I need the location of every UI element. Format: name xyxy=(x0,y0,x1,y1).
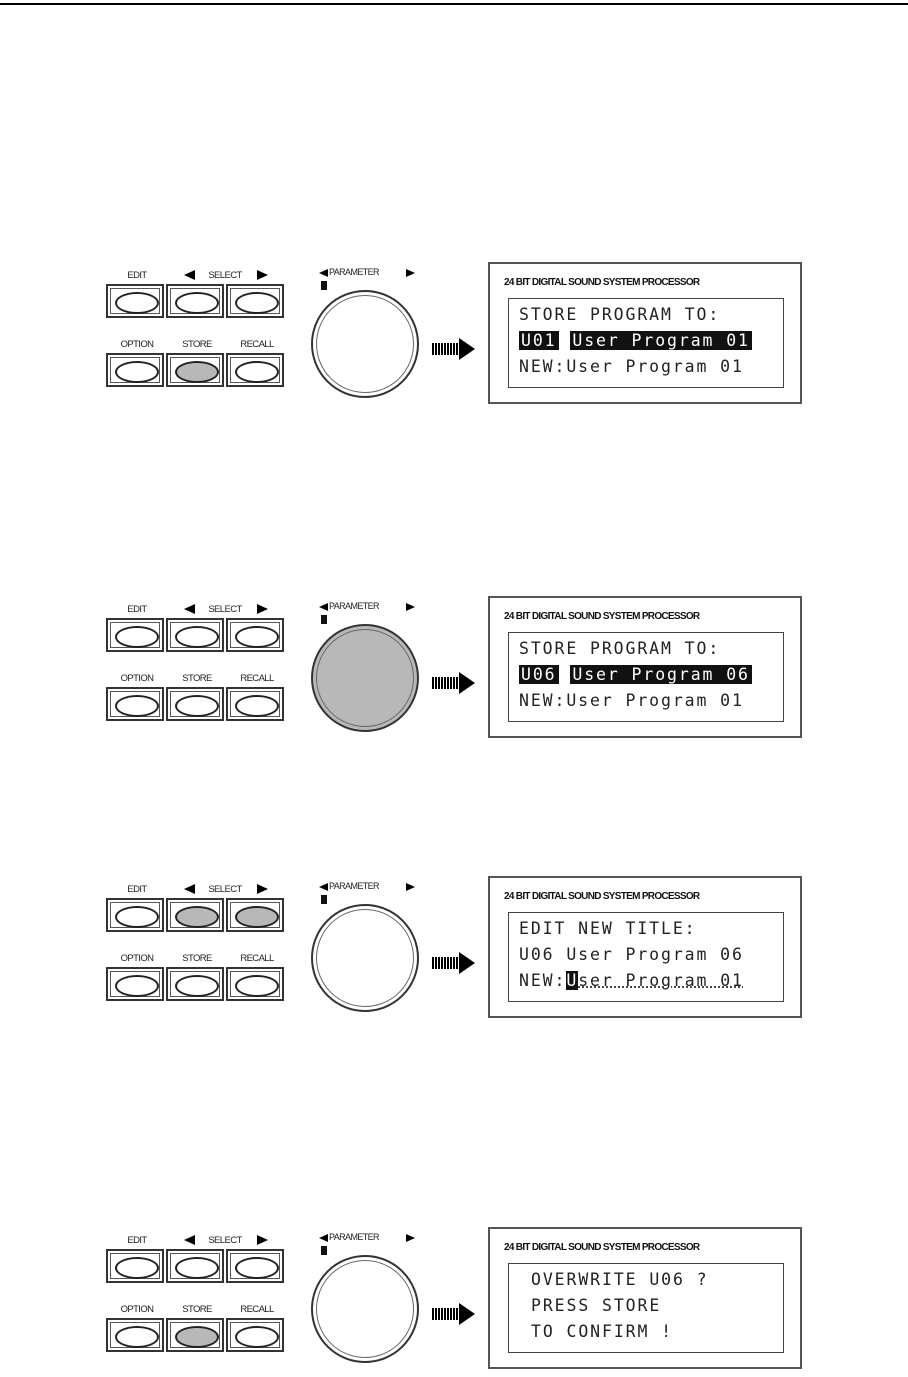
parameter-knob-area xyxy=(305,876,425,1026)
select-label-group xyxy=(182,266,278,284)
store-label: STORE xyxy=(182,953,212,964)
right-arrow-icon xyxy=(432,338,476,360)
select-left-arrow-icon xyxy=(184,884,195,894)
step-1 xyxy=(0,262,908,412)
lcd-header: 24 BIT DIGITAL SOUND SYSTEM PROCESSOR xyxy=(504,277,700,288)
lcd-line-2: PRESS STORE xyxy=(531,1296,662,1315)
recall-label: RECALL xyxy=(240,673,274,684)
select-left-arrow-icon xyxy=(184,1235,195,1245)
lcd-line-1: EDIT NEW TITLE: xyxy=(519,919,697,938)
option-button[interactable] xyxy=(106,687,164,721)
lcd-header: 24 BIT DIGITAL SOUND SYSTEM PROCESSOR xyxy=(504,1242,700,1253)
new-prefix: NEW: xyxy=(519,971,567,990)
select-left-button[interactable] xyxy=(166,1249,224,1283)
parameter-knob[interactable] xyxy=(311,904,419,1012)
lcd-line-1: OVERWRITE U06 ? xyxy=(531,1270,709,1289)
store-button[interactable] xyxy=(166,1318,224,1352)
parameter-right-arrow-icon xyxy=(406,603,415,611)
lcd-line-2 xyxy=(519,665,752,685)
store-button[interactable] xyxy=(166,687,224,721)
step-3 xyxy=(0,876,908,1026)
edit-label: EDIT xyxy=(127,604,147,615)
lcd-display xyxy=(488,596,802,738)
store-button[interactable] xyxy=(166,353,224,387)
parameter-knob[interactable] xyxy=(311,1255,419,1363)
lcd-screen xyxy=(508,298,784,388)
program-number: U01 xyxy=(521,331,557,350)
right-arrow-icon xyxy=(432,672,476,694)
lcd-screen xyxy=(508,912,784,1002)
right-arrow-icon xyxy=(432,1303,476,1325)
button-panel xyxy=(106,262,288,402)
select-label: SELECT xyxy=(208,884,242,895)
parameter-label-group xyxy=(319,1231,419,1245)
program-name: User Program 06 xyxy=(572,665,750,684)
top-rule xyxy=(0,3,908,5)
recall-button[interactable] xyxy=(226,353,284,387)
option-button[interactable] xyxy=(106,1318,164,1352)
edit-button[interactable] xyxy=(106,618,164,652)
select-left-button[interactable] xyxy=(166,618,224,652)
parameter-knob-area xyxy=(305,262,425,412)
parameter-right-arrow-icon xyxy=(406,269,415,277)
lcd-line-3: NEW:User Program 01 xyxy=(519,691,744,710)
option-label: OPTION xyxy=(120,673,154,684)
parameter-label: PARAMETER xyxy=(329,1232,379,1242)
option-label: OPTION xyxy=(120,1304,154,1315)
step-2 xyxy=(0,596,908,746)
parameter-knob-area xyxy=(305,596,425,746)
lcd-line-3: NEW:User Program 01 xyxy=(519,357,744,376)
select-label: SELECT xyxy=(208,604,242,615)
lcd-line-1: STORE PROGRAM TO: xyxy=(519,639,721,658)
recall-button[interactable] xyxy=(226,967,284,1001)
select-right-button[interactable] xyxy=(226,898,284,932)
lcd-display xyxy=(488,262,802,404)
lcd-display xyxy=(488,1227,802,1369)
store-label: STORE xyxy=(182,1304,212,1315)
lcd-line-2 xyxy=(519,331,752,351)
right-arrow-icon xyxy=(432,952,476,974)
option-label: OPTION xyxy=(120,339,154,350)
recall-label: RECALL xyxy=(240,339,274,350)
parameter-label: PARAMETER xyxy=(329,267,379,277)
parameter-left-arrow-icon xyxy=(319,883,328,891)
lcd-display xyxy=(488,876,802,1018)
parameter-label-group xyxy=(319,600,419,614)
edit-label: EDIT xyxy=(127,884,147,895)
option-button[interactable] xyxy=(106,967,164,1001)
edit-label: EDIT xyxy=(127,270,147,281)
parameter-icon xyxy=(321,281,327,290)
select-right-button[interactable] xyxy=(226,284,284,318)
select-label: SELECT xyxy=(208,1235,242,1246)
edit-label: EDIT xyxy=(127,1235,147,1246)
parameter-right-arrow-icon xyxy=(406,1234,415,1242)
parameter-icon xyxy=(321,1246,327,1255)
store-button[interactable] xyxy=(166,967,224,1001)
edit-button[interactable] xyxy=(106,898,164,932)
lcd-screen xyxy=(508,1263,784,1353)
select-left-button[interactable] xyxy=(166,898,224,932)
parameter-knob-area xyxy=(305,1227,425,1377)
parameter-label: PARAMETER xyxy=(329,881,379,891)
lcd-line-3: TO CONFIRM ! xyxy=(531,1322,674,1341)
select-left-arrow-icon xyxy=(184,270,195,280)
parameter-icon xyxy=(321,615,327,624)
lcd-screen xyxy=(508,632,784,722)
edit-cursor: U xyxy=(566,971,579,990)
select-right-button[interactable] xyxy=(226,618,284,652)
step-4 xyxy=(0,1227,908,1377)
edit-button[interactable] xyxy=(106,1249,164,1283)
recall-button[interactable] xyxy=(226,1318,284,1352)
parameter-left-arrow-icon xyxy=(319,603,328,611)
select-right-arrow-icon xyxy=(257,604,268,614)
lcd-line-1: STORE PROGRAM TO: xyxy=(519,305,721,324)
parameter-label-group xyxy=(319,266,419,280)
recall-label: RECALL xyxy=(240,1304,274,1315)
lcd-header: 24 BIT DIGITAL SOUND SYSTEM PROCESSOR xyxy=(504,611,700,622)
parameter-left-arrow-icon xyxy=(319,269,328,277)
button-panel xyxy=(106,876,288,1016)
option-button[interactable] xyxy=(106,353,164,387)
lcd-line-2: U06 User Program 06 xyxy=(519,945,744,964)
option-label: OPTION xyxy=(120,953,154,964)
parameter-icon xyxy=(321,895,327,904)
select-left-arrow-icon xyxy=(184,604,195,614)
parameter-label-group xyxy=(319,880,419,894)
select-label: SELECT xyxy=(208,270,242,281)
program-name: User Program 01 xyxy=(572,331,750,350)
store-label: STORE xyxy=(182,339,212,350)
select-label-group xyxy=(182,880,278,898)
select-right-arrow-icon xyxy=(257,270,268,280)
select-right-arrow-icon xyxy=(257,1235,268,1245)
lcd-header: 24 BIT DIGITAL SOUND SYSTEM PROCESSOR xyxy=(504,891,700,902)
parameter-knob[interactable] xyxy=(311,624,419,732)
select-right-arrow-icon xyxy=(257,884,268,894)
store-label: STORE xyxy=(182,673,212,684)
parameter-knob[interactable] xyxy=(311,290,419,398)
button-panel xyxy=(106,1227,288,1367)
parameter-label: PARAMETER xyxy=(329,601,379,611)
select-label-group xyxy=(182,1231,278,1249)
new-title-text: ser Program 01 xyxy=(578,971,744,990)
recall-button[interactable] xyxy=(226,687,284,721)
button-panel xyxy=(106,596,288,736)
select-left-button[interactable] xyxy=(166,284,224,318)
select-right-button[interactable] xyxy=(226,1249,284,1283)
parameter-left-arrow-icon xyxy=(319,1234,328,1242)
lcd-line-3 xyxy=(519,971,744,991)
parameter-right-arrow-icon xyxy=(406,883,415,891)
select-label-group xyxy=(182,600,278,618)
program-number: U06 xyxy=(521,665,557,684)
recall-label: RECALL xyxy=(240,953,274,964)
edit-button[interactable] xyxy=(106,284,164,318)
